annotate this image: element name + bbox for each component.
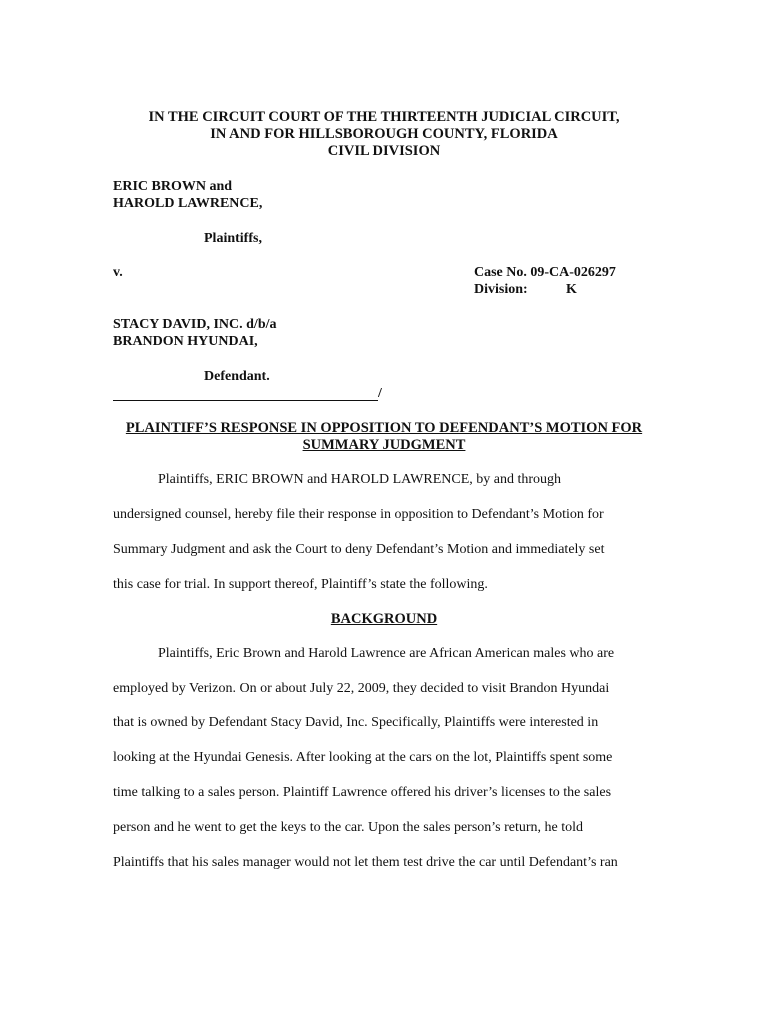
intro-line-2: undersigned counsel, hereby file their response in opposition to Defendant’s Motion for <box>113 507 604 522</box>
case-number: Case No. 09-CA-026297 <box>474 265 616 280</box>
background-line-2: employed by Verizon. On or about July 22, 2009, they decided to visit Brandon Hyundai <box>113 681 610 696</box>
court-header-line-3: CIVIL DIVISION <box>327 143 441 159</box>
division-label: Division: <box>474 282 528 297</box>
caption-slash: / <box>378 386 382 401</box>
document-title-line-2: SUMMARY JUDGMENT <box>302 437 466 453</box>
background-line-4: looking at the Hyundai Genesis. After looking at the cars on the lot, Plaintiffs spent some <box>113 750 613 765</box>
defendant-name-1: STACY DAVID, INC. d/b/a <box>113 317 277 332</box>
intro-line-3: Summary Judgment and ask the Court to deny Defendant’s Motion and immediately set <box>113 542 605 557</box>
background-line-3: that is owned by Defendant Stacy David, Inc. Specifically, Plaintiffs were interested in <box>113 715 599 730</box>
caption-rule <box>113 400 378 401</box>
division-value: K <box>566 282 577 297</box>
background-heading: BACKGROUND <box>330 611 438 627</box>
intro-line-1: Plaintiffs, ERIC BROWN and HAROLD LAWRENCE, by and through <box>158 472 562 487</box>
court-header-line-1: IN THE CIRCUIT COURT OF THE THIRTEENTH JUDICIAL CIRCUIT, <box>148 109 620 125</box>
background-line-7: Plaintiffs that his sales manager would not let them test drive the car until Defendant’s ran <box>113 855 618 870</box>
plaintiffs-label: Plaintiffs, <box>204 231 262 246</box>
defendant-name-2: BRANDON HYUNDAI, <box>113 334 258 349</box>
versus-label: v. <box>113 265 123 280</box>
defendant-label: Defendant. <box>204 369 270 384</box>
document-title-line-1: PLAINTIFF’S RESPONSE IN OPPOSITION TO DEFENDANT’S MOTION FOR <box>125 420 643 436</box>
intro-line-4: this case for trial. In support thereof, Plaintiff’s state the following. <box>113 577 488 592</box>
background-line-5: time talking to a sales person. Plaintiff Lawrence offered his driver’s licenses to the sales <box>113 785 612 800</box>
background-line-1: Plaintiffs, Eric Brown and Harold Lawrence are African American males who are <box>158 646 615 661</box>
court-header-line-2: IN AND FOR HILLSBOROUGH COUNTY, FLORIDA <box>210 126 558 142</box>
plaintiff-name-1: ERIC BROWN and <box>113 179 233 194</box>
plaintiff-name-2: HAROLD LAWRENCE, <box>113 196 263 211</box>
background-line-6: person and he went to get the keys to the car. Upon the sales person’s return, he told <box>113 820 584 835</box>
